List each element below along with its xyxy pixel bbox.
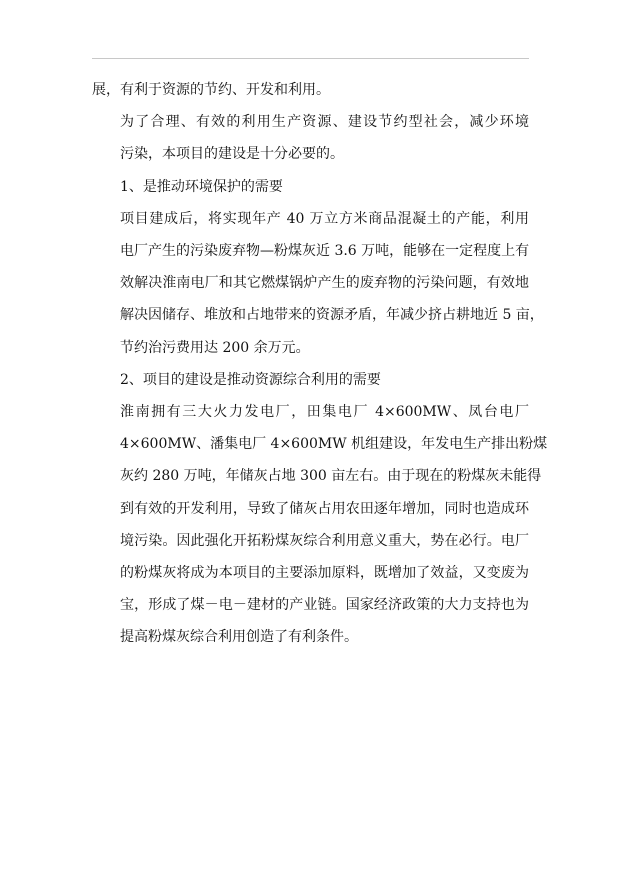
paragraph (92, 74, 529, 106)
paragraph (92, 171, 529, 203)
paragraph (92, 203, 544, 364)
text-line: 展，有利于资源的节约、开发和利用。 (92, 82, 330, 98)
paragraph (92, 106, 529, 170)
text-line: 的粉煤灰将成为本项目的主要添加原料，既增加了效益，又变废为 (120, 565, 529, 582)
text-line: 淮南拥有三大火力发电厂，田集电厂 4×600MW、凤台电厂 (120, 404, 529, 421)
text-line: 效解决淮南电厂和其它燃煤锅炉产生的废弃物的污染问题，有效地 (120, 275, 529, 292)
text-line: 4×600MW、潘集电厂 4×600MW 机组建设，年发电生产排出粉煤 (120, 436, 548, 453)
text-line: 为了合理、有效的利用生产资源、建设节约型社会，减少环境 (120, 114, 529, 131)
text-line: 项目建成后，将实现年产 40 万立方米商品混凝土的产能，利用 (120, 210, 529, 227)
text-line: 境污染。因此强化开拓粉煤灰综合利用意义重大，势在必行。电厂 (120, 532, 529, 549)
text-line: 解决因储存、堆放和占地带来的资源矛盾，年减少挤占耕地近 5 亩， (120, 307, 544, 324)
text-line: 提高粉煤灰综合利用创造了有利条件。 (120, 629, 358, 646)
text-line: 宝，形成了煤－电－建材的产业链。国家经济政策的大力支持也为 (120, 597, 529, 614)
text-line: 2、项目的建设是推动资源综合利用的需要 (120, 371, 381, 388)
text-line: 灰约 280 万吨，年储灰占地 300 亩左右。由于现在的粉煤灰未能得 (120, 468, 542, 485)
paragraph (92, 364, 529, 396)
document-body (92, 74, 548, 654)
paragraph (92, 396, 548, 654)
text-line: 节约治污费用达 200 余万元。 (120, 339, 310, 356)
text-line: 到有效的开发利用，导致了储灰占用农田逐年增加，同时也造成环 (120, 500, 529, 517)
header-divider (92, 58, 529, 59)
text-line: 污染，本项目的建设是十分必要的。 (120, 146, 344, 163)
text-line: 电厂产生的污染废弃物—粉煤灰近 3.6 万吨，能够在一定程度上有 (120, 243, 530, 260)
text-line: 1、是推动环境保护的需要 (120, 178, 283, 195)
